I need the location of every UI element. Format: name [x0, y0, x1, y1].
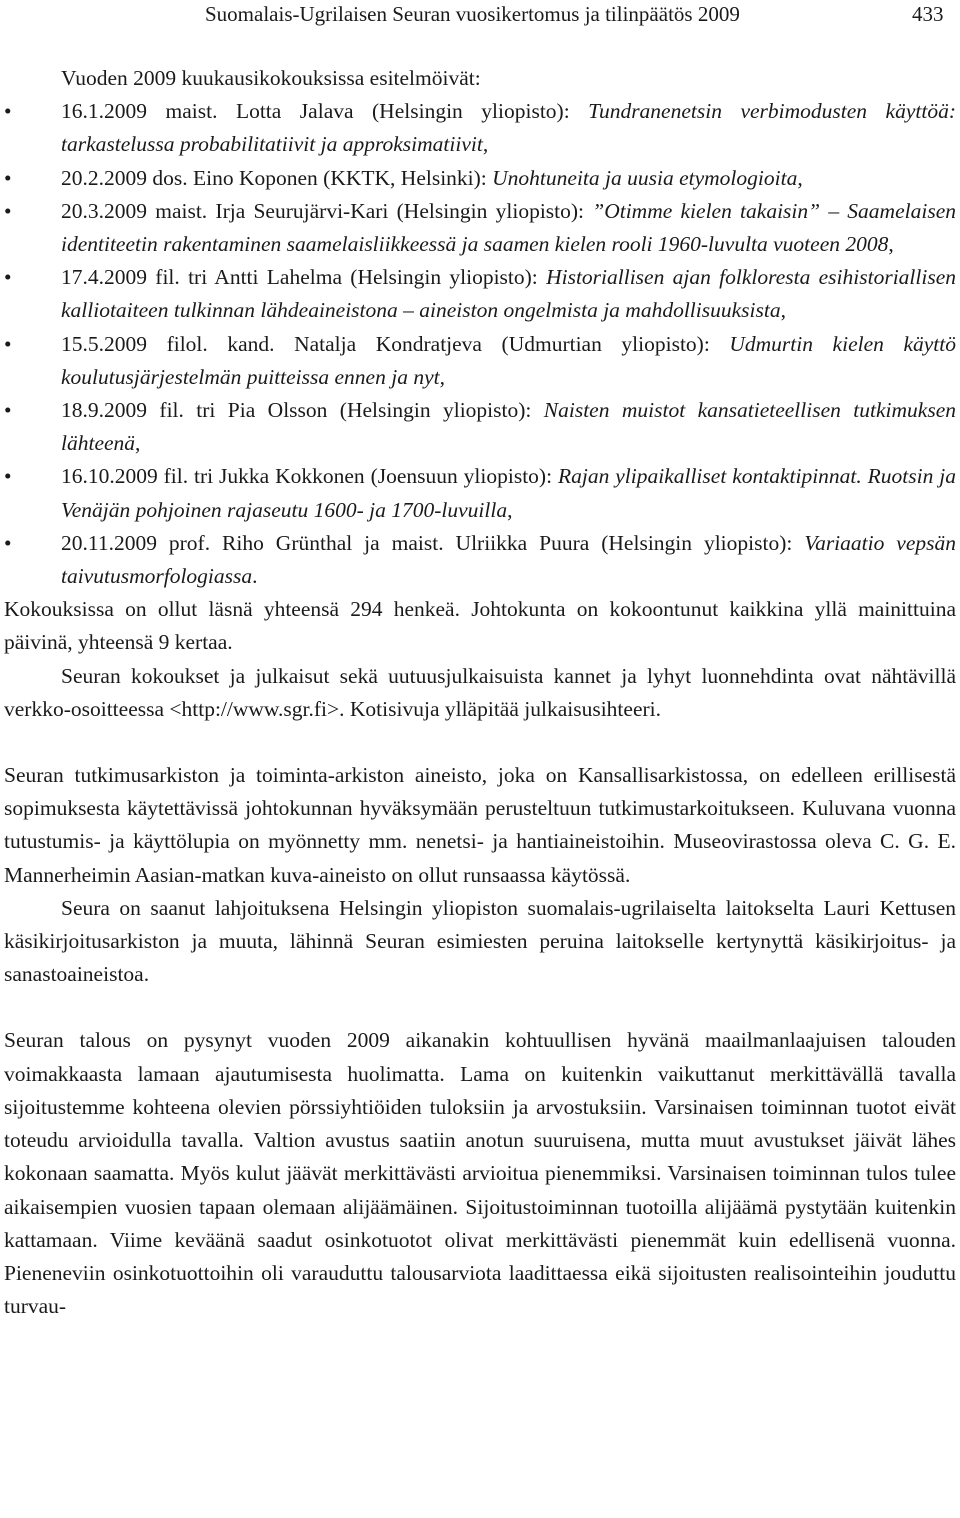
- speaker: 20.11.2009 prof. Riho Grünthal ja maist. Ulriikka Puura (Helsingin yliopisto):: [61, 530, 805, 555]
- archive-paragraph: Seuran tutkimusarkiston ja toiminta-arkiston aineisto, joka on Kansallisarkistossa, on edelleen erillisestä sopimuksesta käytettävissä johtokunnan hyväksymään perusteltuun tutkimustarkoitukseen. Kuluvana vuonna tutustumis- ja käyttölupia on myönnetty mm. nenetsi- ja hantiaineistoihin. Museovirastossa oleva C. G. E. Mannerheimin Aasian-matkan kuva-aineisto on ollut runsaassa käytössä.: [4, 763, 956, 887]
- list-item: [4, 261, 956, 327]
- list-item: [4, 195, 956, 261]
- list-item: [4, 328, 956, 394]
- bullet: •: [4, 265, 12, 290]
- speaker: 18.9.2009 fil. tri Pia Olsson (Helsingin yliopisto):: [61, 398, 544, 423]
- list-item: [4, 162, 956, 195]
- section-gap: [4, 726, 956, 759]
- attendance-paragraph: Kokouksissa on ollut läsnä yhteensä 294 henkeä. Johtokunta on kokoontunut kaikkina yllä mainittuina päivinä, yhteensä 9 kertaa.: [4, 597, 956, 655]
- item-punctuation: ,: [482, 132, 489, 157]
- list-item: [4, 527, 956, 593]
- bullet: •: [4, 398, 12, 423]
- speaker: 15.5.2009 filol. kand. Natalja Kondratjeva (Udmurtian yliopisto):: [61, 331, 730, 356]
- talk-title: Naisten muistot kansatieteellisen tutkimuksen lähteenä: [61, 398, 956, 456]
- list-item: [4, 394, 956, 460]
- item-punctuation: ,: [507, 497, 513, 522]
- list-item: [4, 460, 956, 526]
- page-number: 433: [912, 2, 944, 26]
- meetings-list: [4, 95, 956, 593]
- talk-title: Rajan ylipaikalliset kontaktipinnat. Ruotsin ja Venäjän pohjoinen rajaseutu 1600- ja 1700-luvuilla: [61, 464, 956, 522]
- meetings-intro: Vuoden 2009 kuukausikokouksissa esitelmöivät:: [61, 66, 481, 90]
- item-punctuation: .: [252, 564, 258, 589]
- item-punctuation: ,: [797, 165, 803, 190]
- talk-title: Tundranenetsin verbimodusten käyttöä: tarkastelussa probabilitatiivit ja approksimatiivit: [61, 99, 956, 157]
- donation-paragraph: Seura on saanut lahjoituksena Helsingin yliopiston suomalais-ugrilaiselta laitokselta Lauri Kettusen käsikirjoitusarkiston ja muuta, lähinnä Seuran esimiesten peruina laitokselle kertynyttä käsikirjoitus- ja sanastoaineistoa.: [4, 895, 956, 987]
- list-item: [4, 95, 956, 161]
- talk-title: Udmurtin kielen käyttö koulutusjärjestelmän puitteissa ennen ja nyt: [61, 331, 956, 389]
- talk-title: Variaatio vepsän taivutusmorfologiassa: [61, 530, 956, 589]
- bullet: •: [4, 331, 12, 356]
- speaker: 17.4.2009 fil. tri Antti Lahelma (Helsingin yliopisto):: [61, 265, 547, 290]
- running-title: Suomalais-Ugrilaisen Seuran vuosikertomus ja tilinpäätös 2009: [205, 2, 740, 26]
- item-punctuation: ,: [439, 364, 445, 389]
- website-paragraph: Seuran kokoukset ja julkaisut sekä uutuusjulkaisuista kannet ja lyhyt luonnehdinta ovat nähtävillä verkko-osoitteessa <http://www.sgr.fi>. Kotisivuja ylläpitää julkaisusihteeri.: [4, 663, 956, 721]
- page-body: [4, 62, 956, 1323]
- talk-title: Unohtuneita ja uusia etymologioita: [492, 165, 798, 190]
- running-header: [0, 2, 960, 30]
- speaker: 16.1.2009 maist. Lotta Jalava (Helsingin yliopisto):: [61, 99, 589, 124]
- bullet: •: [4, 99, 12, 124]
- talk-title: Historiallisen ajan folkloresta esihistoriallisen kalliotaiteen tulkinnan lähdeaineistona – aineiston ongelmista ja mahdollisuuksista: [61, 265, 956, 323]
- speaker: 20.2.2009 dos. Eino Koponen (KKTK, Helsinki):: [61, 165, 493, 190]
- talk-title: ”Otimme kielen takaisin” – Saamelaisen identiteetin rakentaminen saamelaisliikkeessä ja saamen kielen rooli 1960-luvulta vuoteen 2008: [61, 198, 956, 257]
- bullet: •: [4, 464, 12, 489]
- section-gap: [4, 991, 956, 1024]
- bullet: •: [4, 530, 12, 555]
- bullet: •: [4, 198, 12, 223]
- speaker: 16.10.2009 fil. tri Jukka Kokkonen (Joensuun yliopisto):: [61, 464, 558, 489]
- finances-paragraph: Seuran talous on pysynyt vuoden 2009 aikanakin kohtuullisen hyvänä maailmanlaajuisen talouden voimakkaasta lamaan ajautumisesta huolimatta. Lama on kuitenkin vaikuttanut merkittävällä tavalla sijoitustemme kohteena olevien pörssiyhtiöiden tuloksiin ja arvostuksiin. Varsinaisen toiminnan tuotot eivät toteudu arvioidulla tavalla. Valtion avustus saatiin anotun suuruisena, mutta muut avustukset jäivät lähes kokonaan saamatta. Myös kulut jäävät merkittävästi arvioitua pienemmiksi. Varsinaisen toiminnan tulos tulee aikaisempien vuosien tapaan olemaan alijäämäinen. Sijoitustoiminnan tuotoilla alijäämä pystytään kuitenkin kattamaan. Viime keväänä saadut osinkotuotot olivat merkittävästi pienemmät kuin edellisenä vuonna. Pieneneviin osinkotuottoihin oli varauduttu talousarviota laadittaessa eikä sijoitusten realisointeihin jouduttu turvau-: [4, 1028, 956, 1319]
- speaker: 20.3.2009 maist. Irja Seurujärvi-Kari (Helsingin yliopisto):: [61, 198, 593, 223]
- item-punctuation: ,: [135, 431, 141, 456]
- item-punctuation: ,: [780, 298, 786, 323]
- bullet: •: [4, 165, 12, 190]
- item-punctuation: ,: [888, 232, 894, 257]
